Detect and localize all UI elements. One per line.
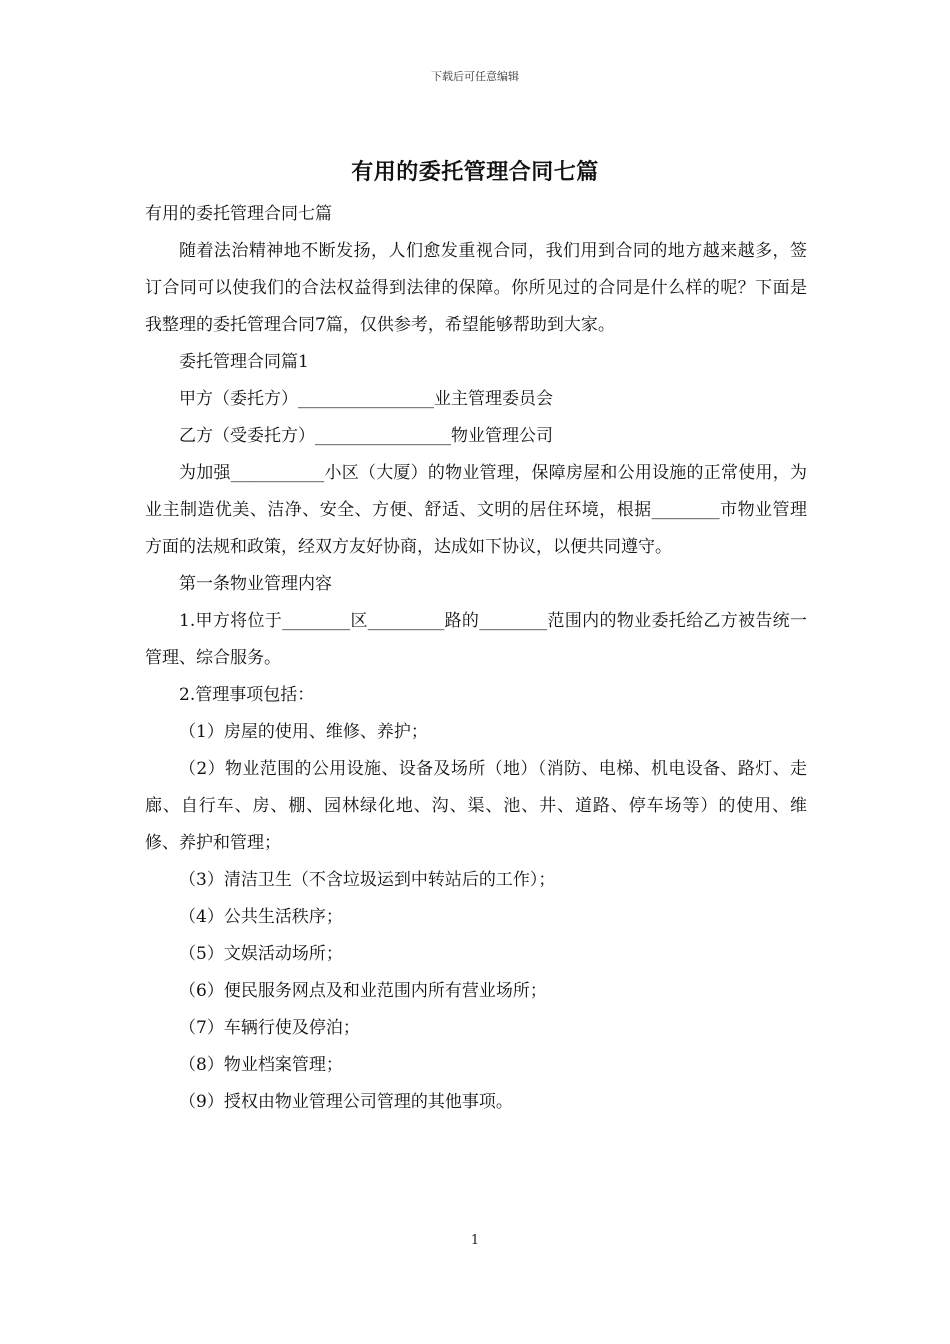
article-heading: 第一条物业管理内容	[179, 574, 332, 594]
list-item: （8）物业档案管理；	[179, 1055, 343, 1075]
party-a-line: 甲方（委托方）________________业主管理委员会	[179, 389, 553, 409]
page-number: 1	[470, 1233, 480, 1248]
document-title: 有用的委托管理合同七篇	[351, 159, 599, 185]
list-item: （1）房屋的使用、维修、养护；	[179, 722, 428, 742]
header-note: 下载后可任意编辑	[431, 70, 519, 83]
list-item: （7）车辆行使及停泊；	[179, 1018, 360, 1038]
list-item: （9）授权由物业管理公司管理的其他事项。	[179, 1092, 513, 1112]
clause-paragraph: 2.管理事项包括：	[179, 685, 315, 705]
list-item: （5）文娱活动场所；	[179, 944, 343, 964]
list-item: （4）公共生活秩序；	[179, 907, 343, 927]
section-heading: 委托管理合同篇1	[179, 352, 309, 372]
list-item: （2）物业范围的公用设施、设备及场所（地）（消防、电梯、机电设备、路灯、走廊、自行车、房、棚、园林绿化地、沟、渠、池、井、道路、停车场等）的使用、维修、养护和管理；	[145, 759, 807, 853]
party-b-line: 乙方（受委托方）________________物业管理公司	[179, 426, 553, 446]
preamble-paragraph: 为加强___________小区（大厦）的物业管理，保障房屋和公用设施的正常使用，为业主制造优美、洁净、安全、方便、舒适、文明的居住环境，根据________市物业管理方面的法规和政策，经双方友好协商，达成如下协议，以便共同遵守。	[145, 463, 807, 557]
list-item: （6）便民服务网点及和业范围内所有营业场所；	[179, 981, 547, 1001]
subtitle-line: 有用的委托管理合同七篇	[145, 204, 332, 224]
list-item: （3）清洁卫生（不含垃圾运到中转站后的工作）；	[179, 870, 556, 890]
intro-paragraph: 随着法治精神地不断发扬，人们愈发重视合同，我们用到合同的地方越来越多，签订合同可以使我们的合法权益得到法律的保障。你所见过的合同是什么样的呢？下面是我整理的委托管理合同7篇，仅供参考，希望能够帮助到大家。	[145, 241, 807, 335]
clause-paragraph: 1.甲方将位于________区_________路的________范围内的物业委托给乙方被告统一管理、综合服务。	[145, 611, 807, 668]
document-body	[145, 196, 807, 1121]
